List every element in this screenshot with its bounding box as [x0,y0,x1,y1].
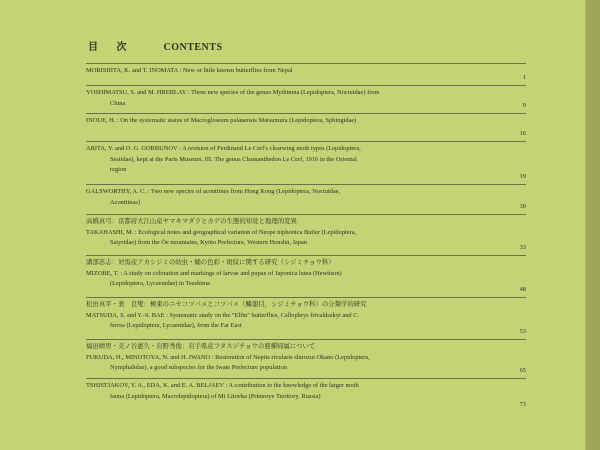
entry-line: GALSWORTHY, A. C. : Two new species of acontiines from Hong Kong (Lepidoptera, Noctuidae, [86,188,341,195]
toc-entry [86,66,526,84]
entry-divider [86,85,526,86]
entry-line: MATSUDA, S. and Y.-S. BAE : Systematic study on the "Elfin" butterflies, Callophrys frivaldszkyi and C. [86,311,360,319]
entry-page-number: 48 [519,286,526,294]
entry-divider [86,214,526,215]
toc-entry [86,88,526,112]
entry-line: 福田晴男・美ノ谷憲久・岩野秀俊：岩手県産フタスジチョウの亜種帰属について [86,343,316,350]
toc-entry [86,144,526,183]
entry-page-number: 53 [519,328,526,336]
entry-divider [86,113,526,114]
toc-entry [86,187,526,213]
contents-heading [88,38,223,53]
entry-line: YOSHIMATSU, S. and M. HREBLAY : Three new species of the genus Mythimna (Lepidoptera, Noctuidae) from [86,89,380,96]
entry-page-number: 65 [519,367,526,375]
entry-line: Satyridae) from the Ōe mountains, Kyōto Prefecture, Western Honshū, Japan [110,239,308,247]
entry-page-number: 9 [522,102,526,110]
entry-divider [86,378,526,379]
toc-entry [86,342,526,377]
entry-line: MIZOBE, T. : A study on coloration and markings of larvae and pupae of Japonica lutea (Hewitson) [86,269,342,277]
entry-line: INOUE, H. : On the systematic status of Macroglossum palauensis Matsumura (Lepidoptera, Sphingidae) [86,117,357,124]
entry-line: 高橋真弓：京都府大江山産ヤマキマダラヒカゲの生態的知見と地理的変異 [86,218,297,225]
entry-page-number: 33 [519,244,526,252]
entry-line: ferrea (Lepidoptera, Lycaenidae), from the Far East [110,322,242,330]
entry-page-number: 19 [519,173,526,181]
page-edge [586,0,600,450]
toc-entry [86,300,526,338]
entry-page-number: 73 [519,401,526,409]
entry-divider [86,63,526,64]
toc-entry [86,217,526,254]
toc-entry [86,381,526,411]
entry-line: TSHISTJAKOV, Y. A., EDA, K. and E. A. BELJAEV : A contribution to the knowledge of the larger moth [86,382,359,389]
entry-line: 松田真平・裵 良燮：極東のニセコツバメとコツバメ（鱗翅目，シジミチョウ科）の分類学的研究 [86,301,367,308]
entry-line: FUKUDA, H., MINOTOYA, N. and H. IWANO : Restoration of Neptis rivularis shirozui Okano (Lepidoptera, [86,353,370,361]
entry-line: (Lepidoptera, Lycaenidae) in Tsushima [110,280,210,288]
entry-divider [86,255,526,256]
entry-divider [86,297,526,298]
entry-line: China [110,99,126,107]
contents-heading-jp: 目 次 [88,42,135,53]
entry-divider [86,339,526,340]
entry-line: fauna (Lepidoptera, Macrolepidoptera) of Mt Litovka (Primorye Territory, Russia) [110,392,321,400]
toc-entry [86,258,526,296]
entry-line: Sesiidae), kept at the Paris Museum. III. The genus Chamanthedon Le Cerf, 1916 in the Oriental [110,155,357,163]
contents-heading-en: CONTENTS [163,42,223,53]
entry-line: Nymphalidae), a good subspecies for the Iwate Prefecture population [110,364,287,372]
toc-entry [86,116,526,140]
entry-divider [86,184,526,185]
entry-line: region [110,166,127,174]
entry-line: Acontiinae) [110,198,141,206]
entry-page-number: 16 [519,130,526,138]
entry-page-number: 30 [519,203,526,211]
entry-divider [86,141,526,142]
entry-line: TAKAHASHI, M. : Ecological notes and geographical variation of Neope niphonica Butler (Lepidoptera, [86,228,357,236]
entry-line: ARITA, Y. and O. G. GORBUNOV : A revision of Ferdinand Le Cerf's clearwing moth types (Lepidoptera, [86,145,361,152]
entry-line: MORISHITA, K. and T. INOMATA : New or little known butterflies from Nepal [86,67,293,74]
entry-line: 溝部忠志：対馬産アカシジミの幼虫・蛹の色彩・斑紋に関する研究（シジミチョウ科） [86,259,335,266]
entry-page-number: 1 [522,74,526,82]
